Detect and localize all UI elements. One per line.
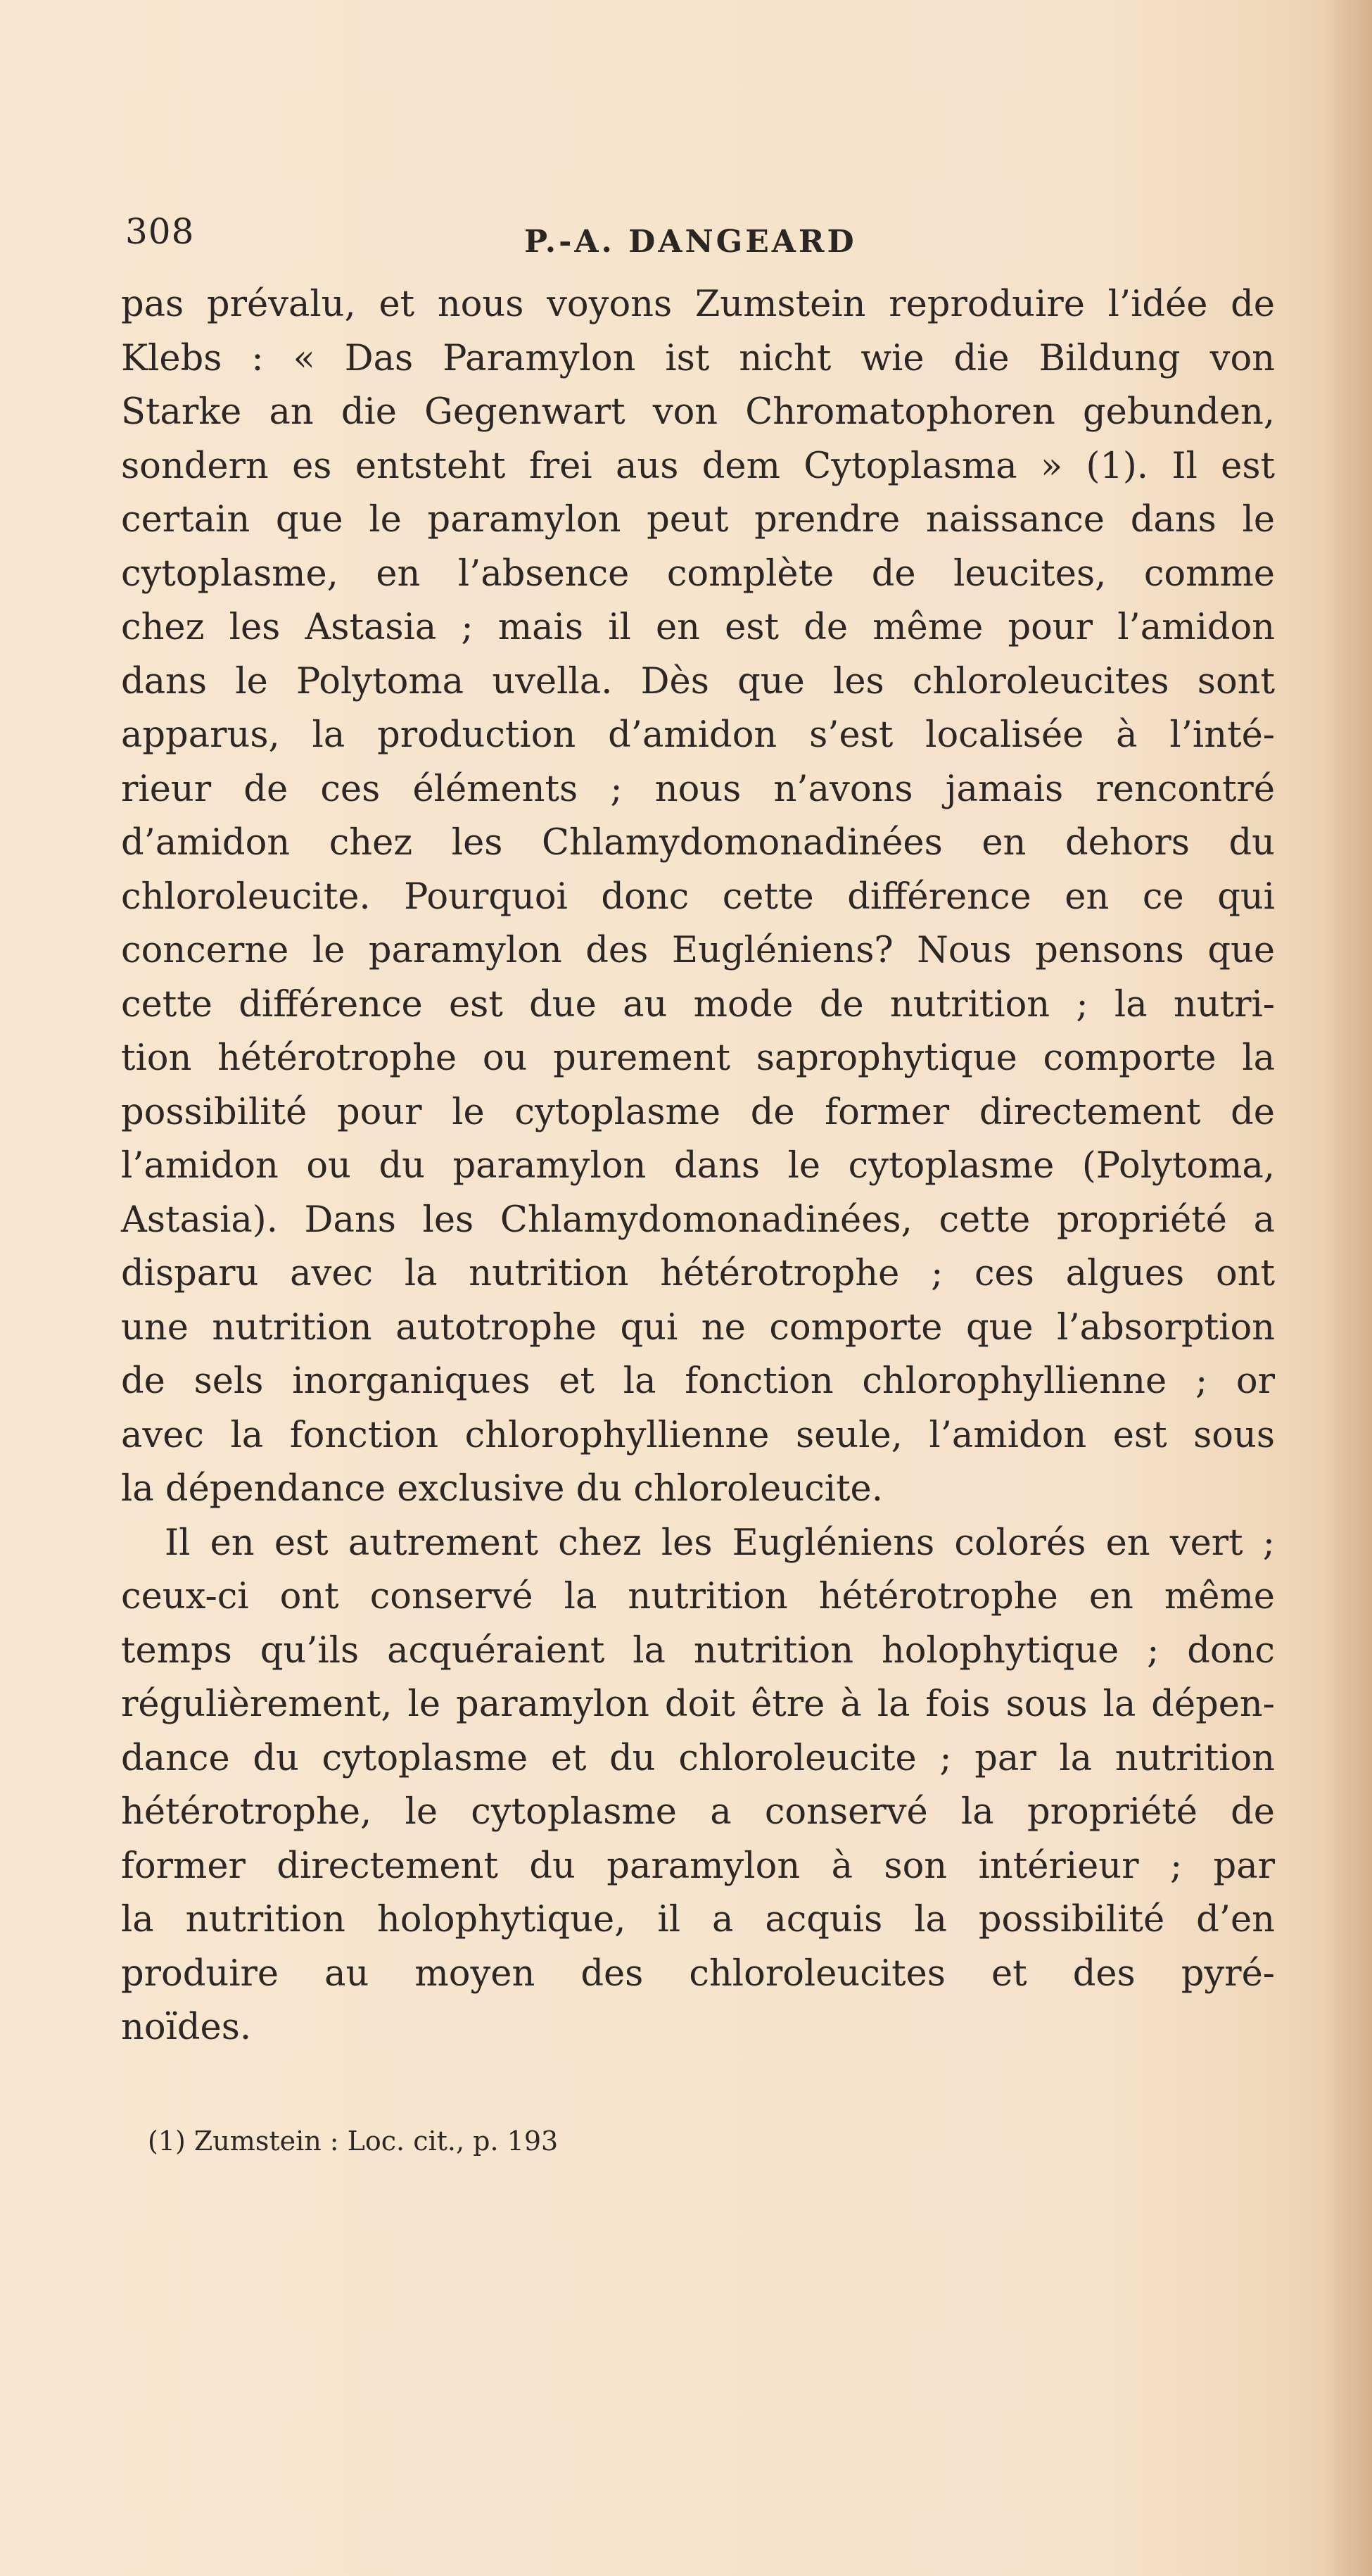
text-line: hétérotrophe, le cytoplasme a conservé la propriété de	[121, 1791, 1275, 1833]
text-line: de sels inorganiques et la fonction chlorophyllienne ; or	[121, 1360, 1275, 1402]
text-line: possibilité pour le cytoplasme de former directement de	[121, 1091, 1275, 1133]
text-line: chloroleucite. Pourquoi donc cette différence en ce qui	[121, 876, 1275, 918]
text-line: apparus, la production d’amidon s’est localisée à l’inté-	[121, 714, 1275, 756]
text-line: ceux-ci ont conservé la nutrition hétérotrophe en même	[121, 1576, 1275, 1617]
text-line: Starke an die Gegenwart von Chromatophoren gebunden,	[121, 391, 1275, 433]
text-line: la dépendance exclusive du chloroleucite.	[121, 1468, 883, 1510]
page-number: 308	[125, 211, 195, 252]
text-line: disparu avec la nutrition hétérotrophe ; ces algues ont	[121, 1253, 1275, 1294]
text-line: temps qu’ils acquéraient la nutrition holophytique ; donc	[121, 1629, 1275, 1672]
text-line: cytoplasme, en l’absence complète de leucites, comme	[121, 553, 1275, 595]
text-line: sondern es entsteht frei aus dem Cytoplasma » (1). Il est	[121, 445, 1275, 487]
text-line: pas prévalu, et nous voyons Zumstein reproduire l’idée de	[121, 284, 1275, 325]
text-line: Astasia). Dans les Chlamydomonadinées, cette propriété a	[121, 1199, 1275, 1241]
page-spine-shadow	[1323, 0, 1372, 2576]
text-line: concerne le paramylon des Eugléniens? Nous pensons que	[121, 930, 1275, 971]
text-line: chez les Astasia ; mais il en est de même pour l’amidon	[121, 607, 1275, 648]
text-line: l’amidon ou du paramylon dans le cytoplasme (Polytoma,	[121, 1145, 1275, 1187]
running-head: P.-A. DANGEARD	[524, 224, 857, 260]
footnote: (1) Zumstein : Loc. cit., p. 193	[148, 2126, 559, 2157]
text-line: Il en est autrement chez les Eugléniens colorés en vert ;	[165, 1522, 1275, 1564]
text-line: régulièrement, le paramylon doit être à la fois sous la dépen-	[121, 1684, 1275, 1725]
text-line: former directement du paramylon à son intérieur ; par	[121, 1845, 1275, 1887]
text-line: certain que le paramylon peut prendre naissance dans le	[121, 499, 1275, 541]
text-line: avec la fonction chlorophyllienne seule, l’amidon est sous	[121, 1414, 1275, 1456]
text-line: cette différence est due au mode de nutrition ; la nutri-	[121, 983, 1275, 1025]
text-line: la nutrition holophytique, il a acquis la possibilité d’en	[121, 1899, 1275, 1940]
text-line: Klebs : « Das Paramylon ist nicht wie die Bildung von	[121, 337, 1275, 379]
text-line: rieur de ces éléments ; nous n’avons jamais rencontré	[121, 768, 1275, 810]
text-line: tion hétérotrophe ou purement saprophytique comporte la	[121, 1037, 1275, 1079]
text-line: dance du cytoplasme et du chloroleucite ; par la nutrition	[121, 1737, 1275, 1779]
text-line: dans le Polytoma uvella. Dès que les chloroleucites sont	[121, 660, 1275, 702]
text-line: d’amidon chez les Chlamydomonadinées en dehors du	[121, 822, 1275, 864]
text-line: une nutrition autotrophe qui ne comporte que l’absorption	[121, 1306, 1275, 1349]
text-line: noïdes.	[121, 2007, 252, 2048]
text-line: produire au moyen des chloroleucites et des pyré-	[121, 1952, 1275, 1995]
body-text	[121, 278, 1275, 2055]
